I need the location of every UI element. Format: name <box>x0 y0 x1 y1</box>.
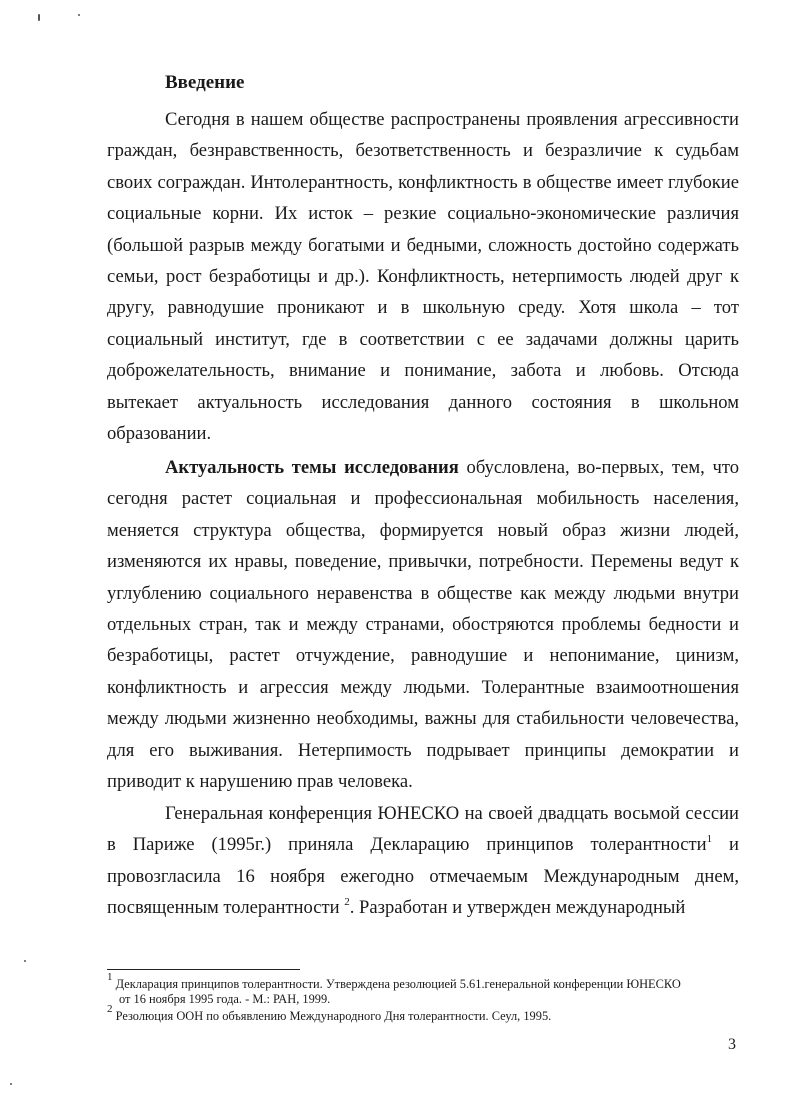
paragraph-text <box>107 452 739 797</box>
paragraph-body: обусловлена, во-первых, тем, что сегодня растет социальная и профессиональная мобильность населения, меняется структура общества, формируется новый образ жизни людей, изменяются их нравы, поведение, привычки, потребности. Перемены ведут к углублению социального неравенства в обществе как между людьми внутри отдельных стран, так и между странами, обостряются проблемы бедности и безработицы, растет отчуждение, равнодушие и непонимание, цинизм, конфликтность и агрессия между людьми. Толерантные взаимоотношения между людьми жизненно необходимы, важны для стабильности человечества, для его выживания. Нетерпимость подрывает принципы демократии и приводит к нарушению прав человека. <box>107 457 739 793</box>
footnote-mark: 1 <box>107 971 113 983</box>
footnote-text: Резолюция ООН по объявлению Международного Дня толерантности. Сеул, 1995. <box>115 1009 552 1023</box>
footnote-mark: 2 <box>107 1003 113 1015</box>
scan-speck <box>38 14 40 21</box>
footnote-1 <box>107 971 739 1007</box>
scan-speck <box>78 14 80 16</box>
footnote-ref-1[interactable]: 1 <box>706 833 713 846</box>
paragraph-part-b: и провозгласила 16 ноября ежегодно отмечаемым Международным днем, посвященным толерантности <box>107 834 739 919</box>
bold-lead-phrase: Актуальность темы исследования <box>165 457 459 478</box>
scan-speck <box>10 1083 12 1085</box>
footnote-2 <box>107 1003 739 1024</box>
page-number: 3 <box>728 1036 736 1053</box>
paragraph-part-a: Генеральная конференция ЮНЕСКО на своей двадцать восьмой сессии в Париже (1995г.) приняла Декларацию принципов толерантности <box>107 803 739 856</box>
section-heading: Введение <box>165 72 245 93</box>
paragraph-unesco <box>107 798 739 924</box>
footnote-separator <box>107 969 300 970</box>
paragraph-text: Сегодня в нашем обществе распространены проявления агрессивности граждан, безнравственность, безответственность и безразличие к судьбам своих сограждан. Интолерантность, конфликтность в обществе имеет глубокие социальные корни. Их исток – резкие социально-экономические различия (большой разрыв между богатыми и бедными, сложность достойно содержать семьи, рост безработицы и др.). Конфликтность, нетерпимость людей друг к другу, равнодушие проникают и в школьную среду. Хотя школа – тот социальный институт, где в соответствии с ее задачами должны царить доброжелательность, внимание и понимание, забота и любовь. Отсюда вытекает актуальность исследования данного состояния в школьном образовании. <box>107 109 739 445</box>
footnotes <box>107 971 739 1024</box>
paragraph-part-c: . Разработан и утвержден международный <box>349 897 686 919</box>
paragraph-relevance <box>107 452 739 797</box>
scan-speck <box>24 960 26 962</box>
footnote-ref-2[interactable]: 2 <box>344 896 350 909</box>
footnote-text-continued: от 16 ноября 1995 года. - М.: РАН, 1999. <box>119 992 331 1006</box>
paragraph-introduction <box>107 104 739 449</box>
paragraph-text <box>107 798 739 924</box>
footnote-text: Декларация принципов толерантности. Утверждена резолюцией 5.61.генеральной конференции ЮНЕСКО <box>115 977 681 991</box>
